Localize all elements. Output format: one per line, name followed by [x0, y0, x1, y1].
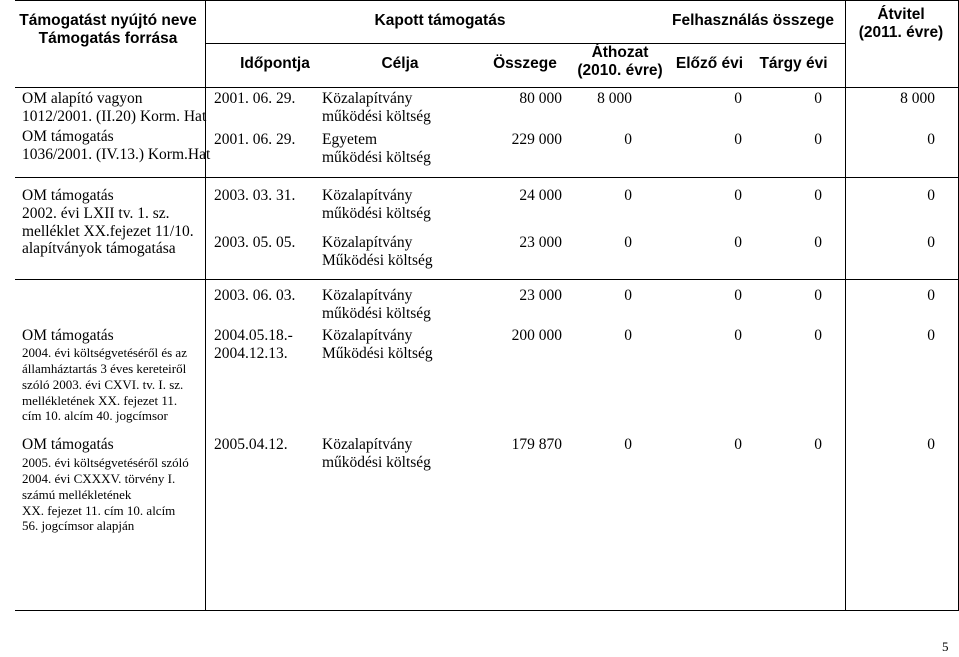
- row-date: 2004.05.18.- 2004.12.13.: [214, 327, 293, 362]
- row-amount: 179 870: [511, 436, 562, 453]
- row-curr: 0: [814, 234, 822, 251]
- row-carry-out: 0: [927, 327, 935, 344]
- row-purpose: Közalapítvány Működési költség: [322, 234, 433, 269]
- row-date: 2001. 06. 29.: [214, 131, 296, 148]
- row-carry-in: 0: [624, 436, 632, 453]
- row-purpose: Egyetem működési költség: [322, 131, 431, 166]
- row-prev: 0: [734, 436, 742, 453]
- rule-header-mid: [205, 43, 845, 44]
- row-carry-out: 0: [927, 287, 935, 304]
- row-carry-in: 0: [624, 287, 632, 304]
- rule-block1-bottom: [15, 177, 959, 178]
- header-usage-group: Felhasználás összege: [672, 12, 834, 29]
- row-amount: 80 000: [519, 90, 562, 107]
- header-carry-out: Átvitel (2011. évre): [858, 6, 944, 41]
- block2-source: OM támogatás 2002. évi LXII tv. 1. sz. melléklet XX.fejezet 11/10. alapítványok támogatása: [22, 187, 194, 258]
- row-carry-out: 0: [927, 187, 935, 204]
- row-curr: 0: [814, 187, 822, 204]
- header-purpose: Célja: [381, 55, 419, 72]
- block3-source2: 2005. évi költségvetéséről szóló 2004. évi CXXXV. törvény I. számú mellékletének XX. fejezet 11. cím 10. alcím 56. jogcímsor alapján: [22, 455, 189, 534]
- block1-source1: OM alapító vagyon 1012/2001. (II.20) Korm. Hat: [22, 90, 207, 125]
- row-carry-in: 0: [624, 131, 632, 148]
- row-purpose: Közalapítvány Működési költség: [322, 327, 433, 362]
- row-carry-in: 8 000: [597, 90, 632, 107]
- block3-source2-title: OM támogatás: [22, 436, 114, 453]
- header-date: Időpontja: [240, 55, 310, 72]
- row-curr: 0: [814, 327, 822, 344]
- rule-top: [15, 0, 959, 1]
- row-date: 2003. 03. 31.: [214, 187, 296, 204]
- header-prev-year: Előző évi: [675, 55, 744, 72]
- page-number: 5: [942, 639, 949, 654]
- row-amount: 23 000: [519, 287, 562, 304]
- row-carry-out: 0: [927, 131, 935, 148]
- block3-source1: 2004. évi költségvetéséről és az államháztartás 3 éves kereteiről szóló 2003. évi CXVI. tv. I. sz. mellékletének XX. fejezet 11. cím 10. alcím 40. jogcímsor: [22, 345, 187, 424]
- row-carry-in: 0: [624, 327, 632, 344]
- row-purpose: Közalapítvány működési költség: [322, 436, 431, 471]
- rule-col-2: [845, 0, 846, 610]
- row-curr: 0: [814, 287, 822, 304]
- block3-source1-title: OM támogatás: [22, 327, 114, 344]
- rule-block2-bottom: [15, 279, 959, 280]
- row-carry-in: 0: [624, 187, 632, 204]
- row-amount: 24 000: [519, 187, 562, 204]
- row-curr: 0: [814, 131, 822, 148]
- row-prev: 0: [734, 187, 742, 204]
- header-carry-in: Áthozat (2010. évre): [577, 44, 663, 79]
- row-carry-in: 0: [624, 234, 632, 251]
- row-purpose: Közalapítvány működési költség: [322, 187, 431, 222]
- row-date: 2003. 06. 03.: [214, 287, 296, 304]
- row-carry-out: 0: [927, 436, 935, 453]
- row-prev: 0: [734, 287, 742, 304]
- row-curr: 0: [814, 90, 822, 107]
- row-amount: 200 000: [511, 327, 562, 344]
- header-amount: Összege: [493, 55, 557, 72]
- row-amount: 229 000: [511, 131, 562, 148]
- rule-header-bottom: [15, 87, 959, 88]
- row-date: 2005.04.12.: [214, 436, 288, 453]
- row-prev: 0: [734, 327, 742, 344]
- row-prev: 0: [734, 131, 742, 148]
- block1-source2: OM támogatás 1036/2001. (IV.13.) Korm.Hat: [22, 128, 211, 163]
- row-amount: 23 000: [519, 234, 562, 251]
- row-date: 2003. 05. 05.: [214, 234, 296, 251]
- row-date: 2001. 06. 29.: [214, 90, 296, 107]
- row-prev: 0: [734, 90, 742, 107]
- header-source: Támogatást nyújtó neve Támogatás forrása: [19, 12, 197, 47]
- row-prev: 0: [734, 234, 742, 251]
- row-carry-out: 0: [927, 234, 935, 251]
- row-curr: 0: [814, 436, 822, 453]
- row-purpose: Közalapítvány működési költség: [322, 90, 431, 125]
- rule-table-bottom: [15, 610, 959, 611]
- header-curr-year: Tárgy évi: [759, 55, 828, 72]
- row-purpose: Közalapítvány működési költség: [322, 287, 431, 322]
- header-received-group: Kapott támogatás: [374, 12, 506, 29]
- row-carry-out: 8 000: [900, 90, 935, 107]
